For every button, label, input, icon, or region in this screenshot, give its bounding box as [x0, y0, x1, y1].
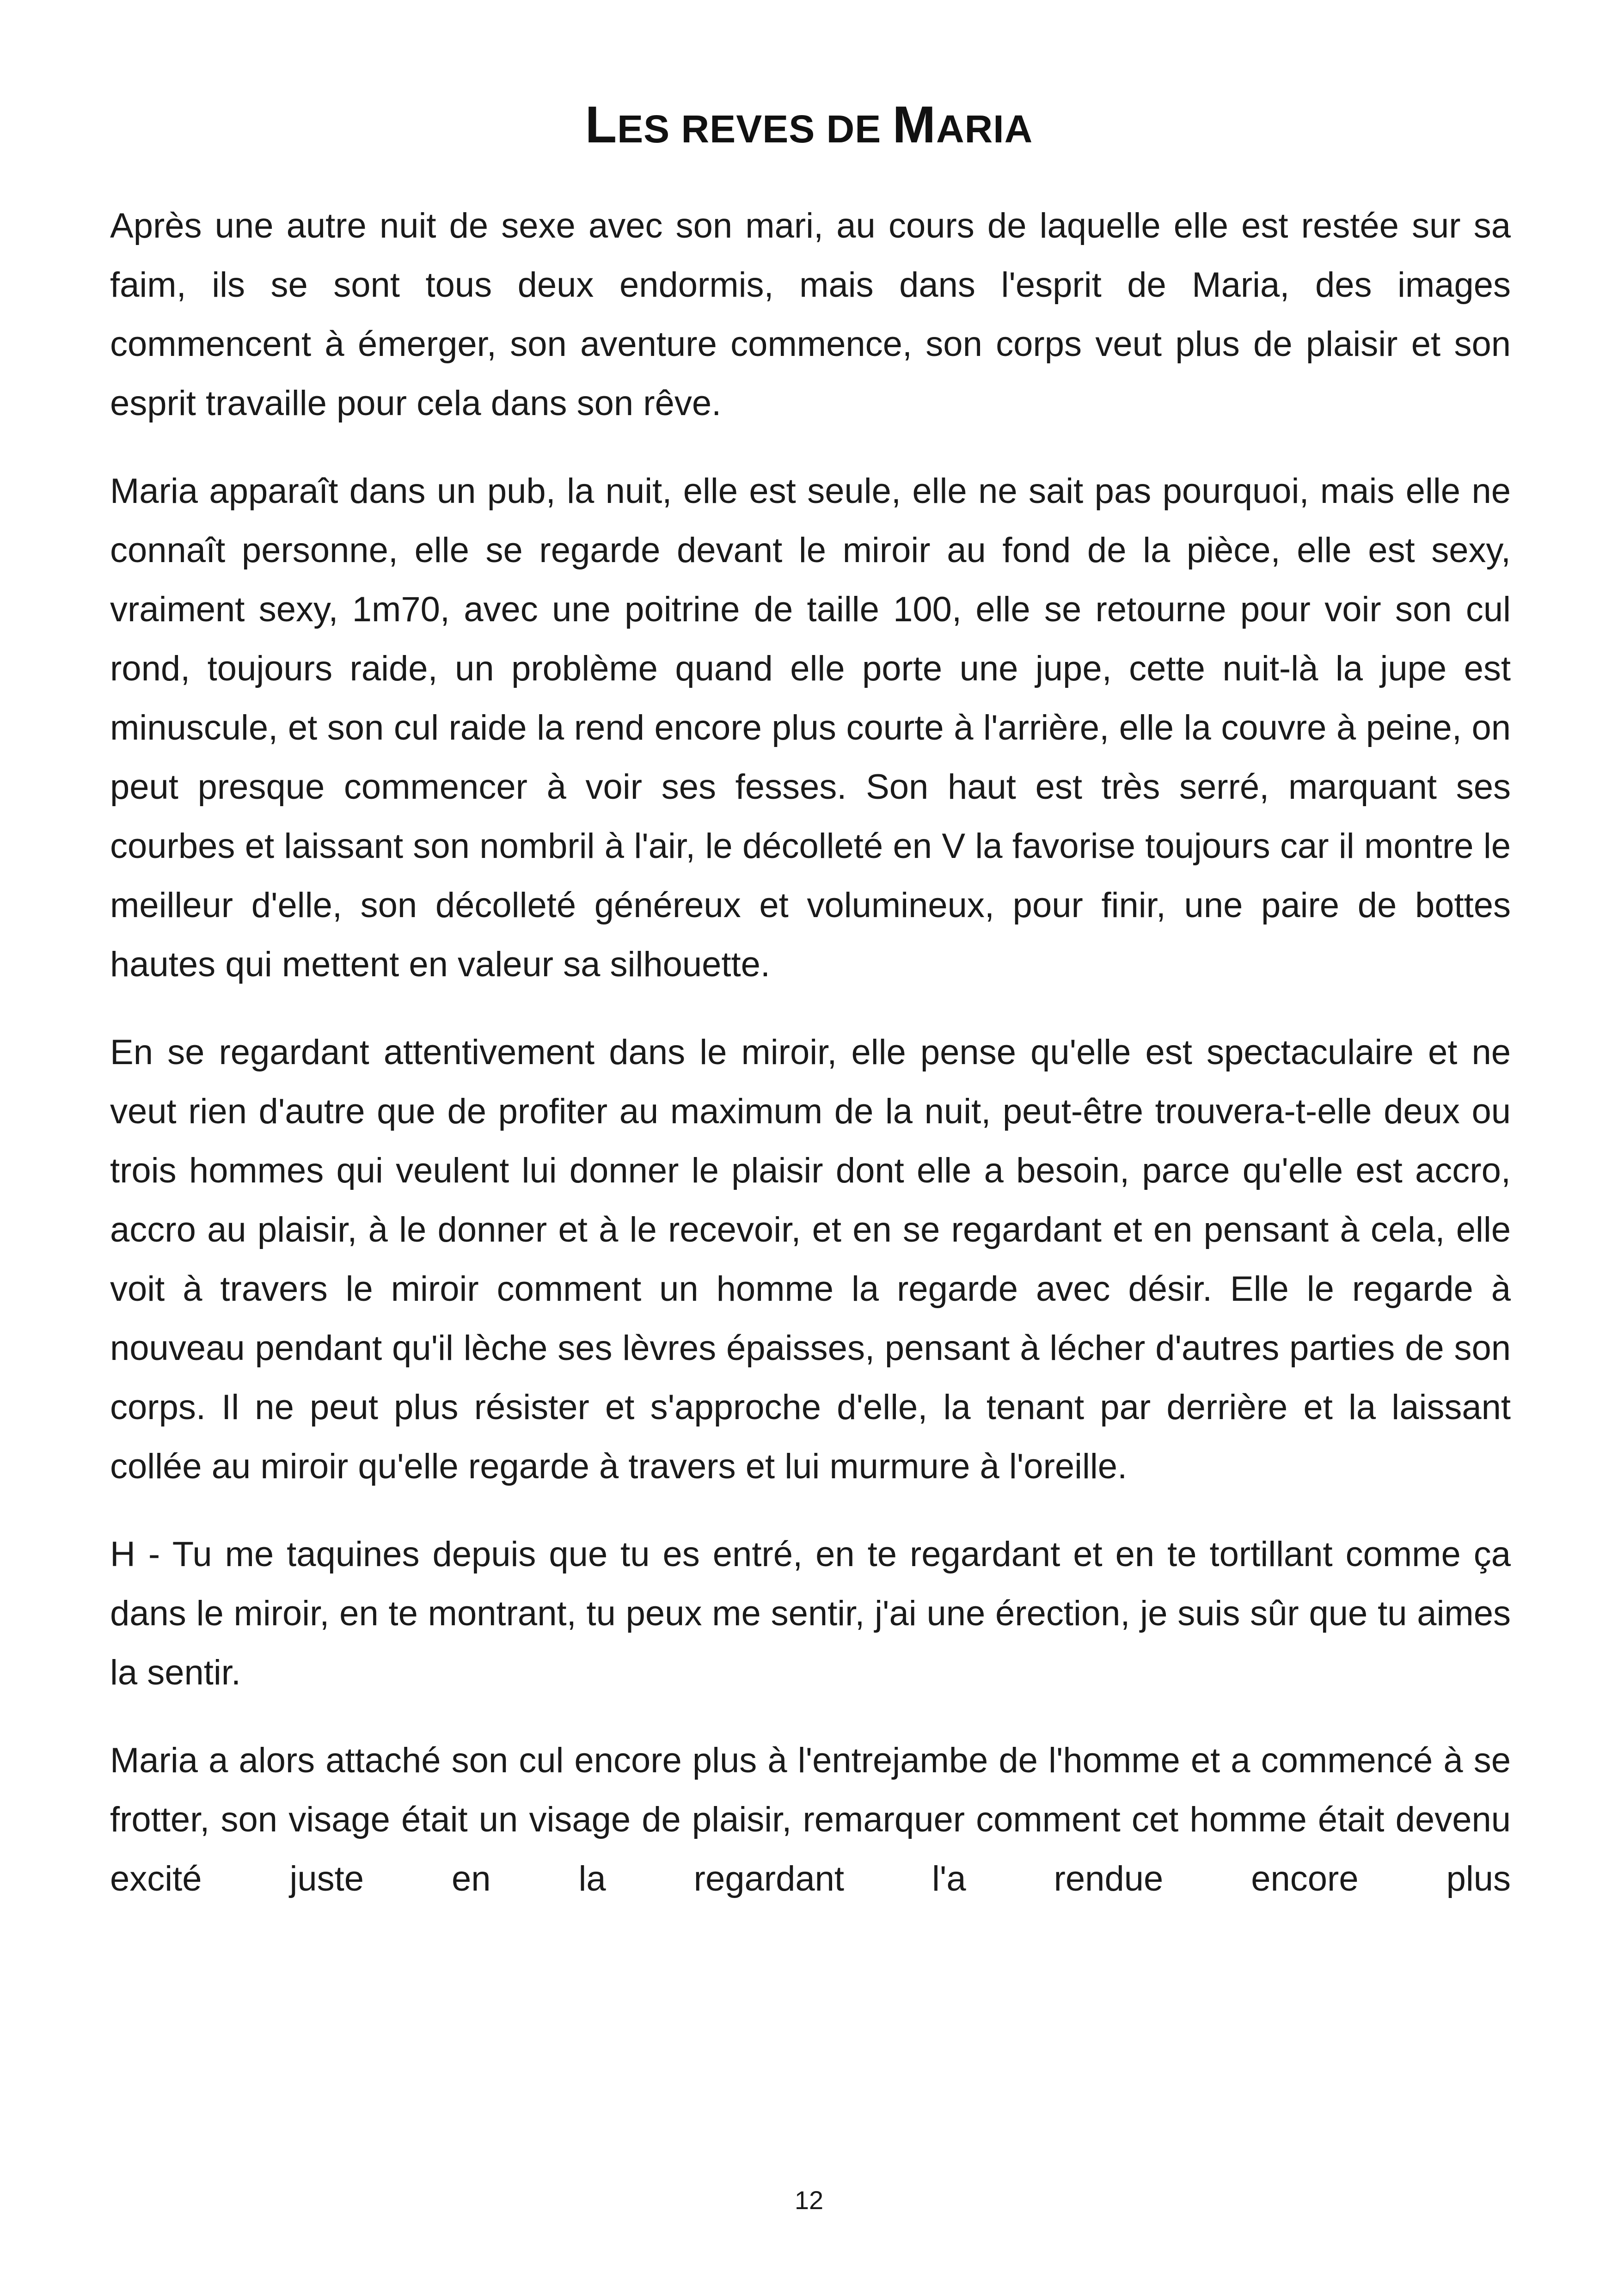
- body-text: [110, 196, 1511, 1937]
- title-segment-2: ARIA: [936, 107, 1033, 151]
- title-initial-m: M: [892, 96, 936, 153]
- paragraph-4: H - Tu me taquines depuis que tu es entré, en te regardant et en te tortillant comme ça dans le miroir, en te montrant, tu peux me sentir, j'ai une érection, je suis sûr que tu aimes la sentir.: [110, 1535, 1511, 1692]
- page-number: 12: [794, 2186, 824, 2215]
- title-initial-l: L: [585, 96, 618, 153]
- page-title: [0, 95, 1618, 159]
- title-segment-1: ES REVES DE: [617, 107, 893, 151]
- paragraph-3: En se regardant attentivement dans le miroir, elle pense qu'elle est spectaculaire et ne veut rien d'autre que de profiter au maximum de la nuit, peut-être trouvera-t-elle deux ou trois hommes qui veulent lui donner le plaisir dont elle a besoin, parce qu'elle est accro, accro au plaisir, à le donner et à le recevoir, et en se regardant et en pensant à cela, elle voit à travers le miroir comment un homme la regarde avec désir. Elle le regarde à nouveau pendant qu'il lèche ses lèvres épaisses, pensant à lécher d'autres parties de son corps. Il ne peut plus résister et s'approche d'elle, la tenant par derrière et la laissant collée au miroir qu'elle regarde à travers et lui murmure à l'oreille.: [110, 1033, 1511, 1486]
- paragraph-5: Maria a alors attaché son cul encore plus à l'entrejambe de l'homme et a commencé à se frotter, son visage était un visage de plaisir, remarquer comment cet homme était devenu excité juste en la regardant l'a rendue encore plus: [110, 1741, 1511, 1898]
- paragraph-1: Après une autre nuit de sexe avec son mari, au cours de laquelle elle est restée sur sa faim, ils se sont tous deux endormis, mais dans l'esprit de Maria, des images commencent à émerger, son aventure commence, son corps veut plus de plaisir et son esprit travaille pour cela dans son rêve.: [110, 206, 1511, 423]
- paragraph-2: Maria apparaît dans un pub, la nuit, elle est seule, elle ne sait pas pourquoi, mais elle ne connaît personne, elle se regarde devant le miroir au fond de la pièce, elle est sexy, vraiment sexy, 1m70, avec une poitrine de taille 100, elle se retourne pour voir son cul rond, toujours raide, un problème quand elle porte une jupe, cette nuit-là la jupe est minuscule, et son cul raide la rend encore plus courte à l'arrière, elle la couvre à peine, on peut presque commencer à voir ses fesses. Son haut est très serré, marquant ses courbes et laissant son nombril à l'air, le décolleté en V la favorise toujours car il montre le meilleur d'elle, son décolleté généreux et volumineux, pour finir, une paire de bottes hautes qui mettent en valeur sa silhouette.: [110, 471, 1511, 984]
